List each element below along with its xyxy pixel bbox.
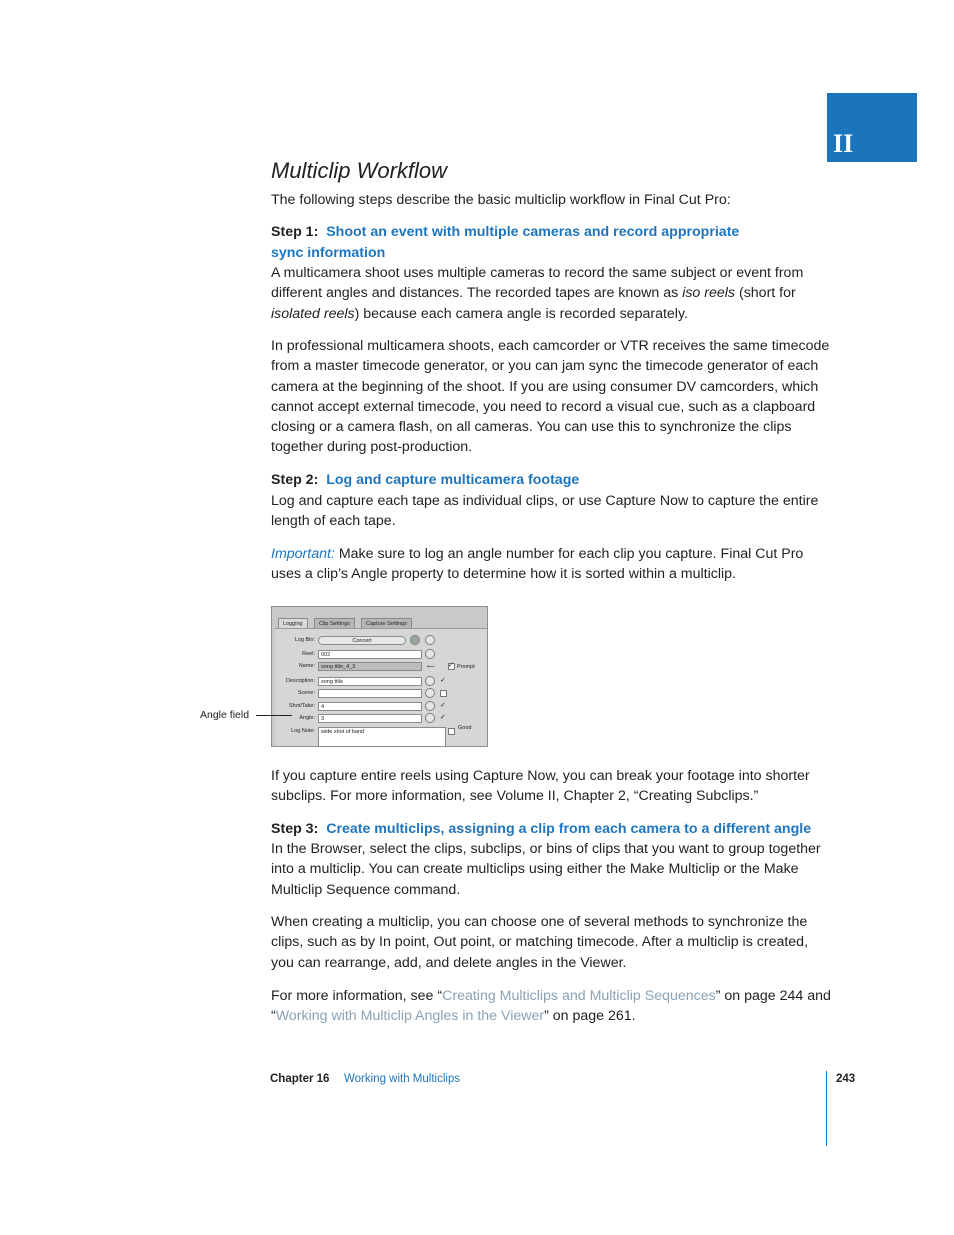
section-numeral: II (833, 129, 854, 158)
footer-chapter: Chapter 16 (270, 1073, 330, 1085)
prompt-label: Prompt (457, 664, 475, 670)
section-tab-marker (827, 93, 917, 162)
shot-take-check-icon: ✓ (440, 702, 446, 709)
important-text: Make sure to log an angle number for each clip you capture. Final Cut Pro uses a clip’s Angle property to determine how it is sorted within a multiclip. (271, 546, 804, 583)
link-working-with-angles[interactable]: Working with Multiclip Angles in the Viewer (275, 1008, 545, 1025)
tab-clip-settings: Clip Settings (314, 618, 355, 629)
step1-p1-em2: isolated reels (271, 305, 355, 322)
page-number: 243 (836, 1073, 856, 1085)
description-field: song title (318, 677, 422, 686)
angle-check-icon: ✓ (440, 714, 446, 721)
more-text1: For more information, see “ (271, 988, 443, 1004)
reel-label: Reel: (302, 651, 315, 657)
important-label: Important: (271, 546, 335, 562)
step1-p1-em1: iso reels (682, 285, 736, 302)
step2-heading (271, 470, 831, 491)
after-figure-paragraph: If you capture entire reels using Capture Now, you can break your footage into shorter subclips. For more information, see Volume II, Chapter 2, “Creating Subclips.” (271, 768, 810, 805)
description-slate-icon (425, 676, 435, 686)
description-label: Description: (285, 678, 315, 684)
log-capture-screenshot (271, 606, 488, 747)
more-text2: ” on page 244 and “ (271, 988, 831, 1025)
bin-up-icon (410, 635, 420, 645)
prompt-check-icon: ✓ (448, 662, 454, 669)
link-creating-multiclips[interactable]: Creating Multiclips and Multiclip Sequences (442, 988, 716, 1004)
description-check-icon: ✓ (440, 677, 446, 684)
angle-slate-icon (425, 713, 435, 723)
tab-capture-settings: Capture Settings (361, 618, 412, 629)
angle-field: 3 (318, 714, 422, 723)
step3-heading (271, 819, 831, 840)
step3-paragraph2: When creating a multiclip, you can choose one of several methods to synchronize the clips, such as by In point, Out point, or matching timecode. After a multiclip is created, you can rearrange, add, and delete angles in the Viewer. (271, 914, 809, 971)
good-label: Good (458, 725, 472, 731)
step1-paragraph1 (271, 263, 831, 324)
shot-take-field: 4 (318, 702, 422, 711)
log-note-field: wide shot of band (318, 727, 446, 747)
section-title: Multiclip Workflow (271, 158, 448, 183)
angle-field-callout: Angle field (200, 709, 250, 721)
angle-label: Angle: (299, 715, 315, 721)
step1-p1-text2: (short for (735, 285, 796, 302)
log-note-label: Log Note: (291, 728, 315, 734)
intro-paragraph: The following steps describe the basic multiclip workflow in Final Cut Pro: (271, 192, 731, 208)
step1-title-line1: Shoot an event with multiple cameras and record appropriate (326, 224, 740, 240)
step1-heading (271, 222, 831, 264)
good-checkbox (448, 728, 455, 735)
log-bin-button: Concert (318, 636, 406, 645)
more-text3: ” on page 261. (544, 1008, 636, 1025)
step3-label: Step 3: (271, 821, 319, 837)
footer-divider (826, 1071, 827, 1146)
scene-slate-icon (425, 688, 435, 698)
step3-title: Create multiclips, assigning a clip from each camera to a different angle (326, 821, 812, 837)
step1-paragraph2: In professional multicamera shoots, each camcorder or VTR receives the same timecode from a master timecode generator, or you can jam sync the timecode generator of each camera at the beginning of the shoot. If you are using consumer DV camcorders, which cannot accept external timecode, you need to record a visual cue, such as a clapboard closing or a camera flash, on all cameras. You can use this to synchronize the clips together during post-production. (271, 338, 830, 456)
step2-paragraph1: Log and capture each tape as individual clips, or use Capture Now to capture the entire length of each tape. (271, 493, 819, 530)
step3-paragraph1: In the Browser, select the clips, subclips, or bins of clips that you want to group together into a multiclip. You can create multiclips using either the Make Multiclip or the Make Multiclip Sequence command. (271, 841, 821, 898)
important-note (271, 544, 831, 585)
more-info-paragraph (271, 986, 831, 1027)
prompt-arrow-icon: ⟵ (427, 664, 435, 670)
step1-label: Step 1: (271, 224, 319, 240)
step2-label: Step 2: (271, 472, 319, 488)
step1-p1-text1: A multicamera shoot uses multiple cameras to record the same subject or event from different angles and distances. The recorded tapes are known as (271, 265, 804, 302)
step2-title: Log and capture multicamera footage (326, 472, 580, 488)
footer-chapter-title: Working with Multiclips (344, 1073, 461, 1085)
scene-checkbox (440, 690, 447, 697)
reel-field: 002 (318, 650, 422, 659)
scene-label: Scene: (297, 690, 315, 696)
name-field: song title_4_3 (318, 662, 422, 671)
shot-take-slate-icon (425, 701, 435, 711)
log-bin-label: Log Bin: (294, 637, 315, 643)
step1-title-line2: sync information (271, 245, 386, 261)
step1-p1-text3: ) because each camera angle is recorded separately. (354, 305, 688, 322)
scene-field (318, 689, 422, 698)
logging-panel (275, 628, 487, 746)
shot-take-label: Shot/Take: (289, 703, 315, 709)
name-label: Name: (298, 663, 315, 669)
callout-leader-line (256, 715, 292, 716)
tab-logging: Logging (278, 618, 308, 629)
reel-slate-icon (425, 649, 435, 659)
new-bin-icon (425, 635, 435, 645)
